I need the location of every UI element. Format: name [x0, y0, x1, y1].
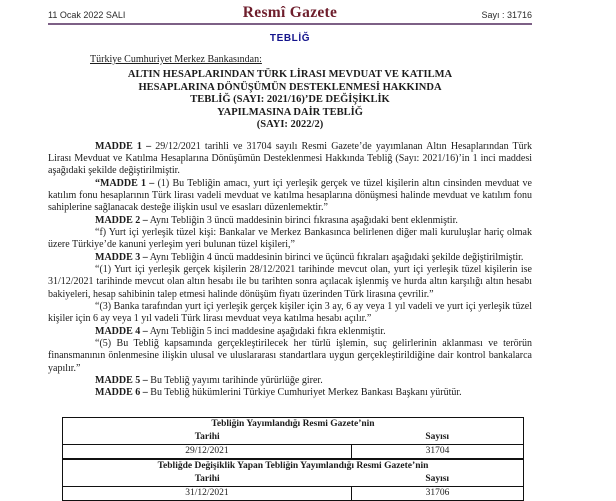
body-paragraph [48, 141, 532, 178]
masthead-row [48, 4, 532, 22]
document-title [48, 69, 532, 132]
paragraph-text: “f) Yurt içi yerleşik tüzel kişi: Bankalar ve Merkez Bankasınca belirlenen diğer mali kuruluşlar hariç olmak üzere Türkiye’de kanuni yerleşim yeri bulunan tüzel kişileri,” [48, 226, 532, 251]
masthead-title: Resmî Gazete [242, 4, 338, 21]
article-label: MADDE 4 – [95, 325, 148, 337]
date-value-cell: 29/12/2021 [63, 444, 352, 459]
paragraph-text: “(3) Banka tarafından yurt içi yerleşik gerçek kişiler için 3 ay, 6 ay veya 1 yıl vadeli ve yurt içi yerleşik tüzel kişiler için 6 ay veya 1 yıl vadeli Türk lirası mevduat veya katılma hesabı açılır.” [48, 300, 532, 325]
body-paragraph [48, 252, 532, 264]
number-header-cell: Sayısı [351, 431, 523, 445]
issuing-authority-line: Türkiye Cumhuriyet Merkez Bankasından: [90, 54, 262, 65]
masthead-rule [48, 23, 532, 25]
document-title-line: YAPILMASINA DAİR TEBLİĞ [217, 106, 363, 118]
article-label: MADDE 6 – [95, 387, 148, 399]
section-heading: TEBLİĞ [269, 33, 311, 44]
date-header-cell: Tarihi [63, 473, 352, 487]
number-value-cell: 31706 [425, 487, 450, 498]
paragraph-text: “(1) Yurt içi yerleşik gerçek kişilerin 28/12/2021 tarihinde mevcut olan, yurt içi yerleşik tüzel kişilerin ise 31/12/2021 tarihinde mevcut olan altın hesabı ile bu tarihten sonra açılacak işlenmiş ve hurda altın karşılığı altın hesabı bakiyeleri, hesap sahibinin talep etmesi halinde dönüşüm fiyatı üzerinden Türk lirasına çevrilir.” [48, 263, 532, 300]
paragraph-text: Bu Tebliğ hükümlerini Türkiye Cumhuriyet Merkez Bankası Başkanı yürütür. [147, 387, 462, 399]
document-title-line: (SAYI: 2022/2) [256, 119, 324, 130]
table-header-row [63, 473, 524, 487]
body-paragraph [48, 264, 532, 301]
body-paragraph [48, 227, 532, 252]
number-value-cell: 31704 [351, 444, 523, 459]
issue-number: Sayı : 31716 [481, 10, 532, 20]
document-title-line: ALTIN HESAPLARINDAN TÜRK LİRASI MEVDUAT VE KATILMA [127, 69, 453, 80]
date-value-cell: 31/12/2021 [63, 486, 352, 500]
article-label: MADDE 3 – [95, 251, 148, 263]
section-title-cell: Tebliğin Yayımlandığı Resmi Gazete’nin [211, 418, 375, 429]
article-label: MADDE 5 – [95, 375, 148, 387]
date-header-cell: Tarihi [63, 431, 352, 445]
body-paragraph [48, 375, 532, 387]
document-title-line: HESAPLARINA DÖNÜŞÜMÜN DESTEKLENMESİ HAKKINDA [138, 81, 442, 93]
table-data-row [63, 444, 524, 459]
table-header-row [63, 431, 524, 445]
paragraph-text: Aynı Tebliğin 3 üncü maddesinin birinci fıkrasına aşağıdaki bent eklenmiştir. [147, 214, 458, 226]
article-label: MADDE 2 – [95, 214, 148, 226]
body-paragraph [48, 215, 532, 227]
paragraph-text: Aynı Tebliğin 5 inci maddesine aşağıdaki fıkra eklenmiştir. [147, 325, 386, 337]
paragraph-text: “(5) Bu Tebliğ kapsamında gerçekleştirilecek her türlü işlemin, suç gelirlerinin aklanması ve terörün finansmanının önlenmesine ilişkin ulusal ve uluslararası standartlara uygun gerçekleştirildiğine dair kontrol bankalarca yapılır.” [48, 338, 532, 374]
article-label: MADDE 1 – [95, 140, 152, 152]
table-section-title-row [63, 417, 524, 431]
number-header-cell: Sayısı [351, 473, 523, 487]
paragraph-text: Bu Tebliğ yayımı tarihinde yürürlüğe girer. [147, 375, 323, 387]
paragraph-text: Aynı Tebliğin 4 üncü maddesinin birinci ve üçüncü fıkraları aşağıdaki şekilde değiştirilmiştir. [147, 251, 524, 263]
article-label: “MADDE 1 – [95, 177, 155, 189]
issue-date: 11 Ocak 2022 SALI [48, 10, 126, 20]
table-section-title-row [63, 459, 524, 473]
paragraph-text: (1) Bu Tebliğin amacı, yurt içi yerleşik gerçek ve tüzel kişilerin altın cinsinden mevduat ve katılım fonu hesaplarının Türk lirası vadeli mevduat ve katılma hesaplarına dönüşmesi halinde mevduat ve katılım fonu sahiplerine sağlanacak desteğe ilişkin usul ve esasları düzenlemektir.” [48, 177, 532, 214]
section-title-cell: Tebliğde Değişiklik Yapan Tebliğin Yayımlandığı Resmi Gazete’nin [157, 460, 429, 471]
body-paragraph [48, 326, 532, 338]
body-paragraph [48, 387, 532, 399]
body-paragraph [48, 301, 532, 326]
document-body [48, 141, 532, 400]
body-paragraph [48, 338, 532, 375]
table-data-row [63, 486, 524, 500]
gazette-reference-table [62, 417, 524, 501]
paragraph-text: 29/12/2021 tarihli ve 31704 sayılı Resmi Gazete’de yayımlanan Altın Hesaplarından Türk Lirası Mevduat ve Katılma Hesaplarına Dönüşümün Desteklenmesi Hakkında Tebliğ (Sayı: 2021/16)’in 1 inci maddesi aşağıdaki şekilde değiştirilmiştir. [48, 140, 532, 177]
document-title-line: TEBLİĞ (SAYI: 2021/16)’DE DEĞİŞİKLİK [190, 94, 390, 105]
page-content [48, 4, 532, 501]
body-paragraph [48, 178, 532, 215]
